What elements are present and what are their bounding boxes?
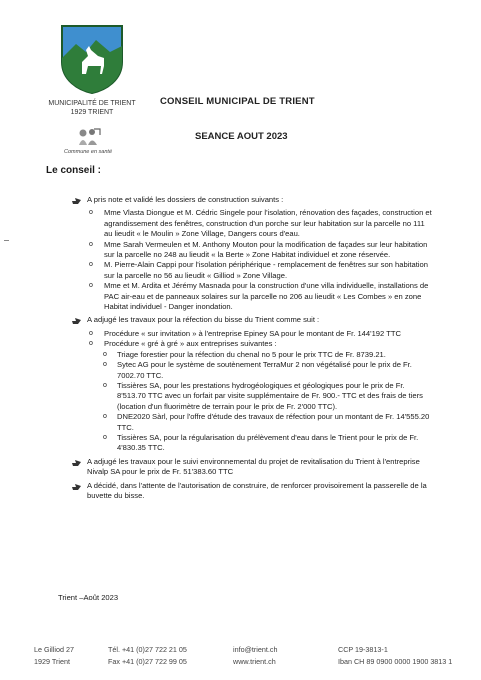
sub-sub-item — [72, 360, 434, 381]
circle-bullet-icon: o — [103, 433, 107, 441]
decision-item — [72, 481, 434, 502]
document-title: CONSEIL MUNICIPAL DE TRIENT — [160, 96, 315, 107]
commune-en-sante-logo — [73, 127, 103, 147]
circle-bullet-icon: o — [89, 329, 93, 337]
date-line: Trient –Août 2023 — [58, 593, 119, 602]
sub-item — [72, 329, 434, 339]
sub-list — [72, 208, 434, 312]
sub-sub-item — [72, 412, 434, 433]
circle-bullet-icon: o — [89, 261, 93, 269]
circle-bullet-icon: o — [103, 350, 107, 358]
footer-fax-line: Fax +41 (0)27 722 99 05 — [108, 657, 187, 666]
footer-contact — [233, 644, 277, 668]
commune-en-sante-label: Commune en santé — [64, 149, 112, 155]
sub-list — [72, 329, 434, 454]
section-heading: Le conseil : — [46, 165, 102, 176]
sub-sub-item-text: DNE2020 Sàrl, pour l'offre d'étude des travaux de réfection pour un montant de Fr. 14'555.20 TTC. — [117, 412, 430, 432]
decision-text: A décidé, dans l'attente de l'autorisation de construire, de renforcer provisoirement la passerelle de la buvette du bisse. — [87, 480, 427, 500]
sub-item — [72, 339, 434, 349]
sub-sub-item — [72, 433, 434, 454]
sub-item — [72, 281, 434, 312]
decision-item — [72, 315, 434, 325]
circle-bullet-icon: o — [89, 340, 93, 348]
sub-item-text: Procédure « sur invitation » à l'entreprise Epiney SA pour le montant de Fr. 144'192 TTC — [104, 328, 401, 338]
municipality-name-line1: MUNICIPALITÉ DE TRIENT — [48, 100, 136, 107]
footer-phone-line: Tél. +41 (0)27 722 21 05 — [108, 645, 187, 654]
sub-sub-item-text: Tissières SA, pour les prestations hydrogéologiques et géologiques pour le prix de Fr. 8'513.70 TTC avec un forfait par visite supplémentaire de Fr. 900.- TTC et des frais de tiers (location d'un fluorimètre de terrain pour le prix de Fr. 2'000 TTC). — [117, 380, 423, 411]
footer-bank — [338, 644, 452, 668]
hand-pointer-bullet-icon — [72, 316, 82, 325]
decisions-list — [72, 195, 434, 504]
margin-mark — [4, 240, 9, 241]
circle-bullet-icon: o — [103, 381, 107, 389]
circle-bullet-icon: o — [89, 282, 93, 290]
footer-website-link[interactable]: www.trient.ch — [233, 657, 276, 666]
footer-iban: Iban CH 89 0900 0000 1900 3813 1 — [338, 657, 453, 666]
footer-ccp: CCP 19-3813-1 — [338, 645, 388, 654]
footer-address-line1: Le Gilliod 27 — [34, 645, 74, 654]
hand-pointer-bullet-icon — [72, 196, 82, 205]
footer-email-link[interactable]: info@trient.ch — [233, 645, 278, 654]
circle-bullet-icon: o — [89, 240, 93, 248]
sub-item — [72, 260, 434, 281]
sub-sub-item — [72, 350, 434, 360]
footer-phone — [108, 644, 187, 668]
footer-address-line2: 1929 Trient — [34, 657, 70, 666]
sub-item — [72, 208, 434, 239]
circle-bullet-icon: o — [103, 361, 107, 369]
footer-address — [34, 644, 74, 668]
circle-bullet-icon: o — [89, 209, 93, 217]
sub-item-text: Mme Vlasta Diongue et M. Cédric Singele pour l'isolation, rénovation des façades, construction et agrandissement des fenêtres, construction d'un porche sur leur habitation sur la parcelle no 111 au lieudit « le Moulin » Zone Village, Dangers cours d'eau. — [104, 208, 432, 239]
municipality-name-line2: 1929 TRIENT — [70, 109, 114, 116]
sub-sub-item-text: Sytec AG pour le système de soutènement TerraMur 2 non végétalisé pour le prix de Fr. 7002.70 TTC. — [117, 360, 412, 380]
decision-text: A adjugé les travaux pour le suivi environnemental du projet de revitalisation du Trient à l'entreprise Nivalp SA pour le prix de Fr. 51'383.60 TTC — [87, 456, 420, 477]
sub-sub-item-text: Tissières SA, pour la régularisation du prélèvement d'eau dans le Trient pour le prix de Fr. 4'830.35 TTC. — [117, 432, 419, 453]
sub-item-text: M. Pierre-Alain Cappi pour l'isolation périphérique - remplacement de fenêtres sur son habitation sur la parcelle no 56 au lieudit « Gilliod » Zone Village. — [104, 260, 428, 280]
sub-sub-item-text: Triage forestier pour la réfection du chenal no 5 pour le prix TTC de Fr. 8739.21. — [117, 349, 386, 359]
decision-text: A pris note et validé les dossiers de construction suivants : — [87, 195, 284, 204]
decision-text: A adjugé les travaux pour la réfection du bisse du Trient comme suit : — [87, 315, 320, 325]
municipality-crest-logo — [58, 22, 126, 94]
hand-pointer-bullet-icon — [72, 482, 82, 491]
sub-item-text: Mme et M. Ardita et Jérémy Masnada pour la construction d'une villa individuelle, installations de PAC air-eau et de panneaux solaires sur la parcelle no 206 au lieudit « Les Combes » en zone Habitat individuel - Danger inondation. — [104, 281, 429, 312]
hand-pointer-bullet-icon — [72, 458, 82, 467]
municipality-name — [40, 99, 144, 117]
decision-item — [72, 457, 434, 478]
circle-bullet-icon: o — [103, 413, 107, 421]
sub-item — [72, 240, 434, 261]
sub-item-text: Procédure « gré à gré » aux entreprises suivantes : — [104, 339, 277, 349]
document-subtitle: SEANCE AOUT 2023 — [195, 131, 288, 142]
sub-item-text: Mme Sarah Vermeulen et M. Anthony Mouton pour la modification de façades sur leur habitation sur la parcelle no 248 au lieudit « la Berte » Zone Habitat individuel et zone réservée. — [104, 239, 428, 260]
sub-sub-item — [72, 381, 434, 412]
decision-item — [72, 195, 434, 205]
